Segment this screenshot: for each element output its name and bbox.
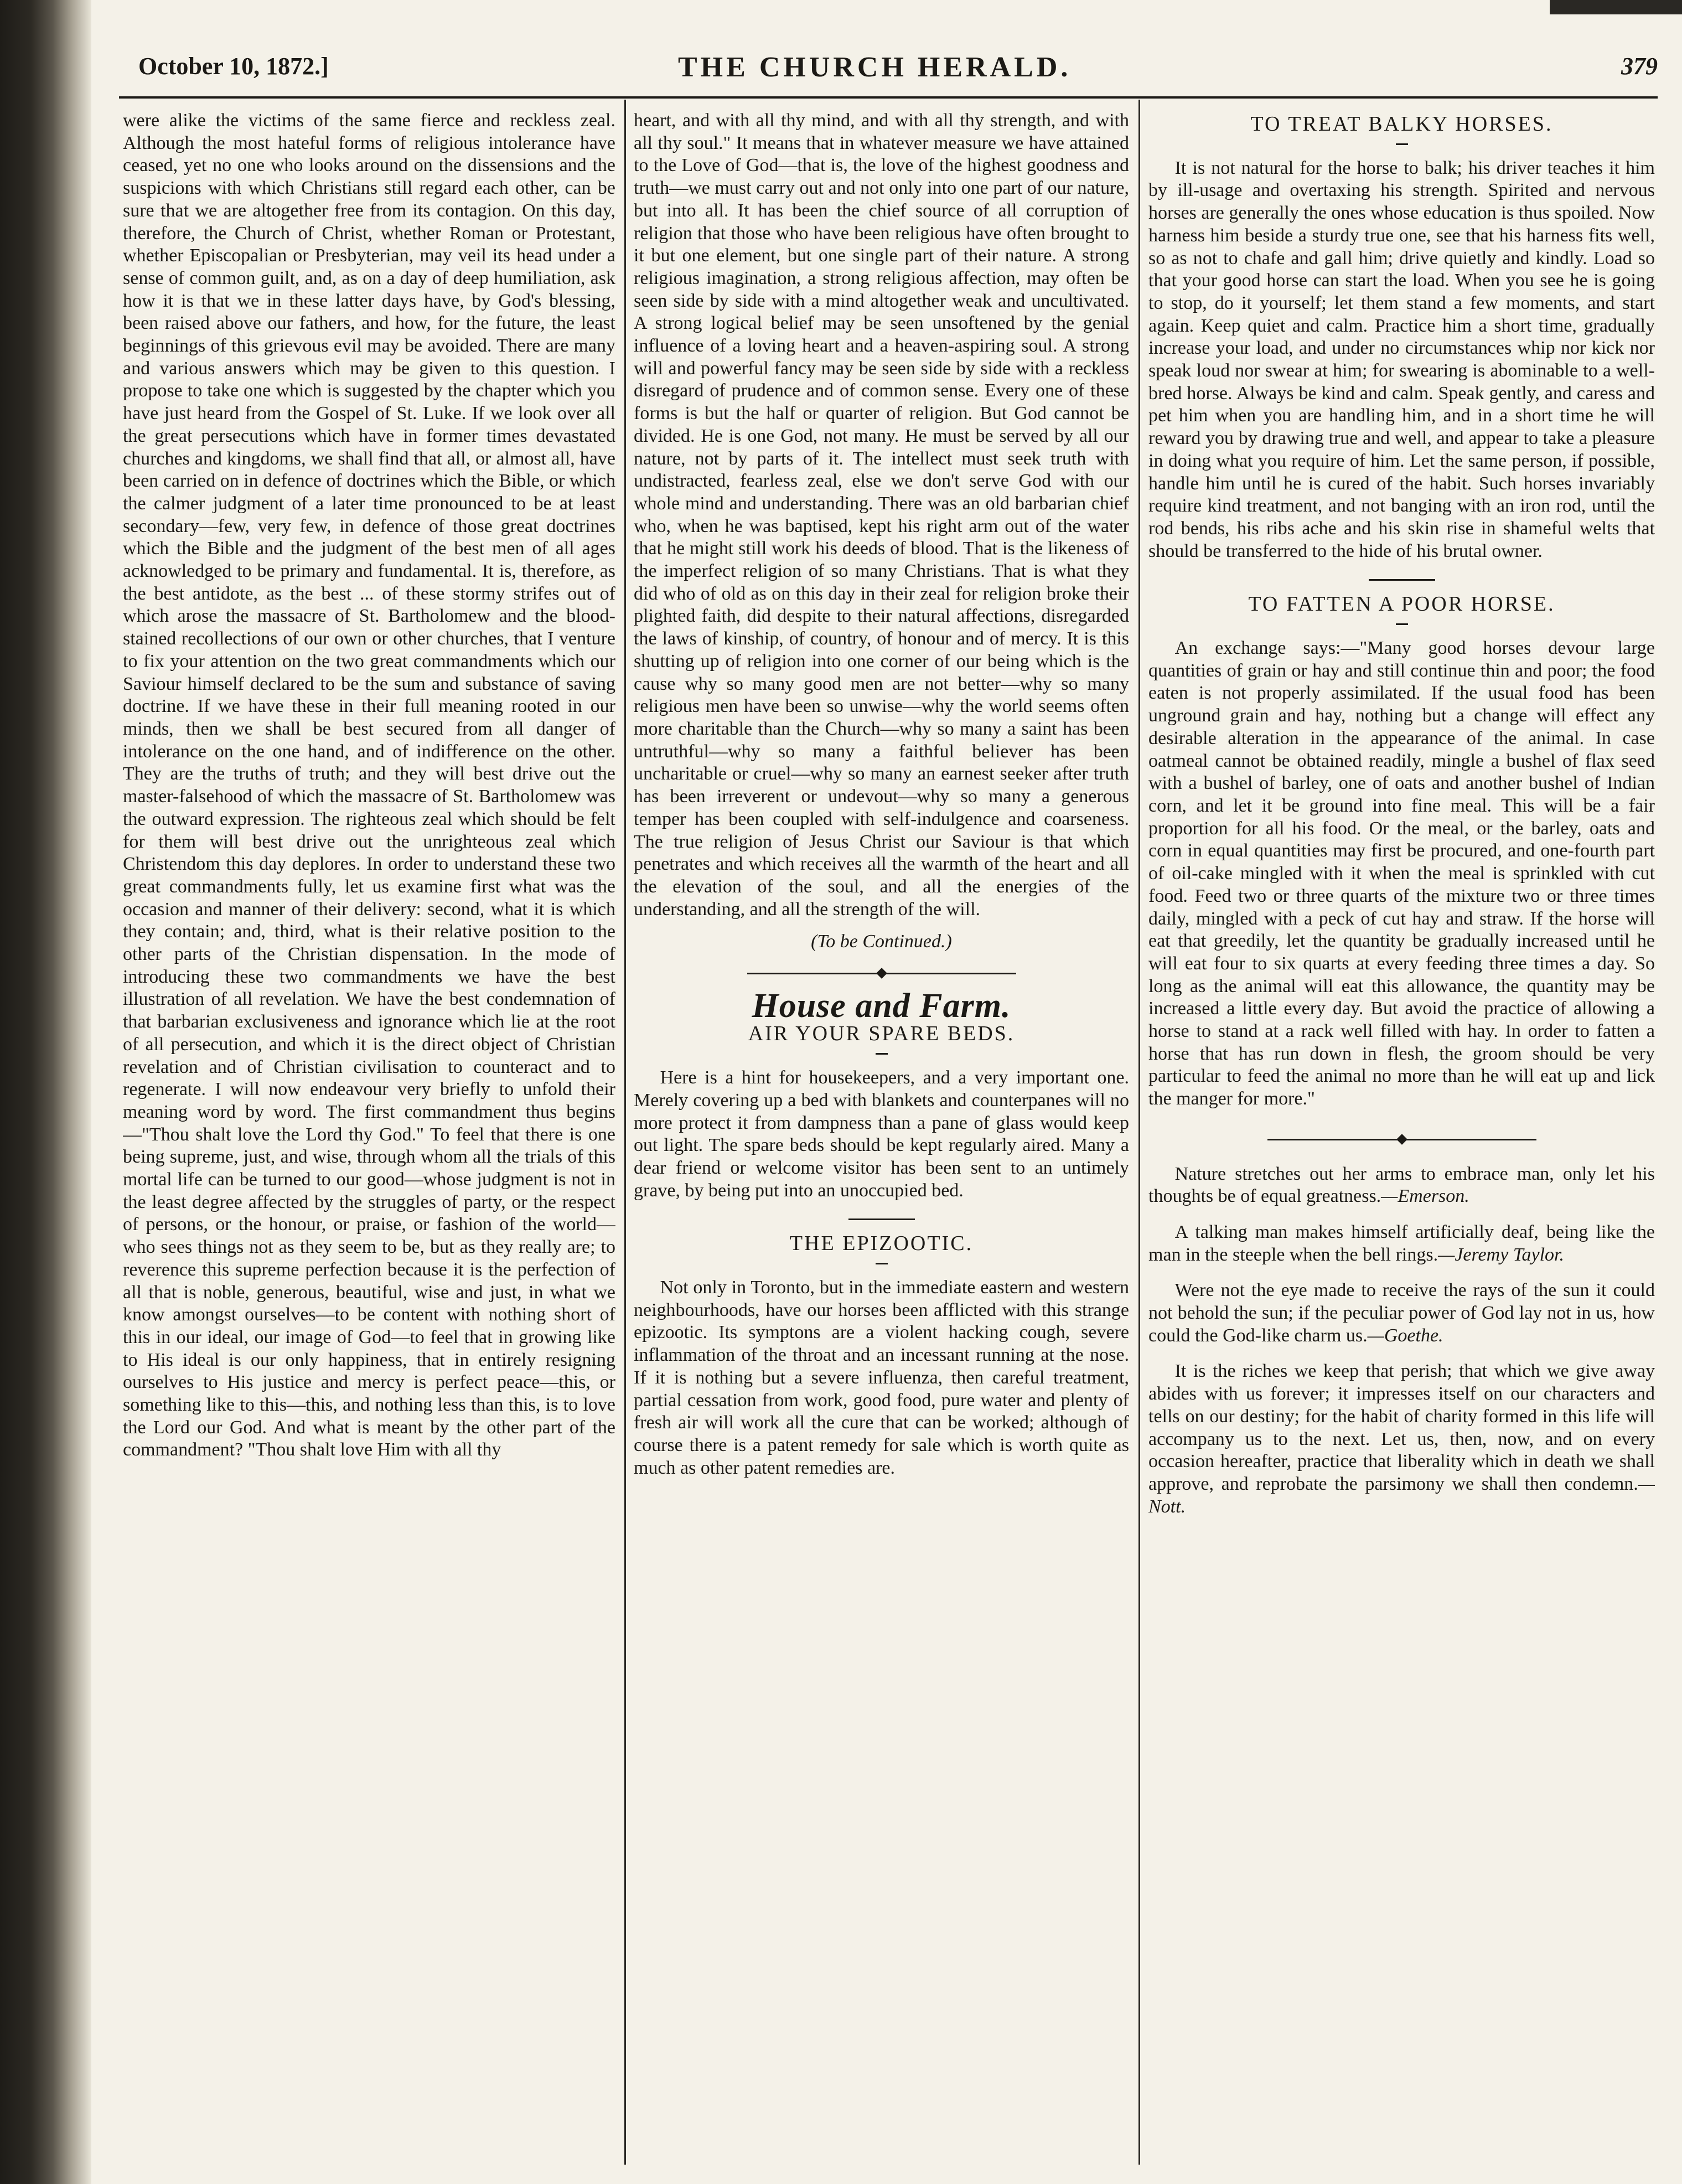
to-be-continued: (To be Continued.) [811, 931, 952, 952]
quote-text: A talking man makes himself artificially deaf, being like the man in the steeple when the bell rings. [1148, 1221, 1655, 1265]
article-text-air-spare-beds: Here is a hint for housekeepers, and a very important one. Merely covering up a bed with blankets and counterpanes will no more protect it from dampness than a pane of glass would keep out light. The spare beds should be kept regularly aired. Many a dear friend or welcome visitor has been sent to an untimely grave, by being put into an unoccupied bed. [634, 1067, 1129, 1201]
column-divider-1 [624, 100, 626, 2165]
column-divider-2 [1138, 100, 1140, 2165]
issue-date: October 10, 1872.] [138, 53, 329, 80]
sermon-continuation-text-2: heart, and with all thy mind, and with all thy strength, and with all thy soul." It means that in whatever measure we have attained to the Love of God—that is, the love of the highest goodness and truth—we must carry out and not only into one part of our nature, but into all. It has been the chief source of all corruption of religion that those who have been religious have often brought to it but one element, but one single part of their nature. A strong religious imagination, a strong religious affection, may often be seen side by side with a mind altogether weak and uncultivated. A strong logical belief may be seen unsoftened by the genial influence of a loving heart and a heaven-aspiring soul. A strong will and powerful fancy may be seen side by side with a reckless disregard of prudence and of common sense. Every one of these forms is but the half or quarter of religion. But God cannot be divided. He is one God, not many. He must be served by all our nature, not by parts of it. The intellect must seek truth with undistracted, fearless zeal, else we don't serve God with our whole mind and understanding. There was an old barbarian chief who, when he was baptised, kept his right arm out of the water that he might still work his deeds of blood. That is the likeness of the imperfect religion of so many Christians. That is what they did who of old as on this day in their zeal for religion broke their plighted faith, did despite to their natural affections, disregarded the laws of kinship, of country, of honour and of mercy. It is this shutting up of religion into one corner of our being which is the cause why so many good men are not better—why so many religious men have been so unwise—why the world seems often more charitable than the Church—why so many a saint has been untruthful—why so many a faithful believer has been uncharitable or cruel—why so many an earnest seeker after truth has been irreverent or undevout—why so many a generous temper has been coupled with self-indulgence and coarseness. The true religion of Jesus Christ our Saviour is that which penetrates and which receives all the warmth of the heart and all the elevation of the soul, and all the energies of the understanding, and all the strength of the will. [634, 110, 1129, 920]
article-text-balky-horses: It is not natural for the horse to balk; his driver teaches it him by ill-usage and overtaxing his strength. Spirited and nervous horses are generally the ones whose education is thus spoiled. Now harness him beside a sturdy true one, see that his harness fits well, so as not to chafe and gall him; drive quietly and kindly. Load so that your good horse can start the load. When you see he is going to stop, do it yourself; let them stand a few moments, and start again. Keep quiet and calm. Practice him a short time, gradually increase your load, and under no circumstances whip nor kick nor speak loud nor swear at him; for swearing is abominable to a well-bred horse. Always be kind and calm. Speak gently, and caress and pet him when you are handling him, and in a short time he will reward you by drawing true and well, and appear to take a pleasure in doing what you require of him. Let the same person, if possible, handle him until he is cured of the habit. Such horses invariably require kind treatment, and not banging with an iron rod, until the rod bends, his ribs ache and his skin rise in shameful welts that should be transferred to the hide of his brutal owner. [1148, 157, 1655, 561]
quote-emerson [1148, 1163, 1655, 1208]
article-text-fatten-horse: An exchange says:—"Many good horses devour large quantities of grain or hay and still continue thin and poor; the food eaten is not properly assimilated. If the usual food has been unground grain and hay, nothing but a change will effect any desirable alteration in the appearance of the animal. In case oatmeal cannot be obtained readily, mingle a bushel of flax seed with a bushel of barley, one of oats and another bushel of Indian corn, and let it be ground into fine meal. This will be a fair proportion for all his food. Or the meal, or the barley, oats and corn in equal quantities may first be procured, and one-fourth part of oil-cake mingled with it when the meal is sprinkled with cut food. Feed two or three quarts of the mixture two or three times daily, mingled with a peck of cut hay and straw. If the horse will eat that greedily, let the quantity be gradually increased until he will eat four to six quarts at every feeding three times a day. So long as the animal will eat this allowance, the quantity may be increased a little every day. But avoid the practice of allowing a horse to stand at a rack well filled with hay. In order to fatten a horse that has run down in flesh, the groom should be very particular to feed the animal no more than he will eat up and lick the manger for more." [1148, 638, 1655, 1109]
title-rule [876, 1053, 888, 1055]
article-title-balky-horses: TO TREAT BALKY HORSES. [1250, 112, 1553, 136]
page-binding-edge [0, 0, 91, 2184]
title-rule [1396, 623, 1408, 625]
article-separator [1369, 579, 1435, 581]
quote-nott [1148, 1360, 1655, 1518]
column-1 [123, 110, 615, 2169]
ornamental-rule [634, 961, 1129, 984]
quote-taylor [1148, 1221, 1655, 1266]
title-rule [876, 1263, 888, 1264]
quote-text: It is the riches we keep that perish; that which we give away abides with us forever; it impresses itself on our characters and tells on our destiny; for the habit of charity formed in this life will accompany us to the next. Let us, then, now, and on every occasion hereafter, practice that liberality which in death we shall approve, and reprobate the parsimony we shall then condemn. [1148, 1361, 1655, 1494]
sermon-continuation-text: were alike the victims of the same fierce and reckless zeal. Although the most hateful forms of religious intolerance have ceased, yet no one who looks around on the dissensions and the suspicions with which Christians still regard each other, can be sure that we are altogether free from its contagion. On this day, therefore, the Church of Christ, whether Roman or Protestant, whether Episcopalian or Presbyterian, may veil its head under a sense of common guilt, and, as on a day of deep humiliation, ask how it is that we in these latter days have, by God's blessing, been raised above our fathers, and how, for the future, the least beginnings of this grievous evil may be avoided. There are many and various answers which may be given to this question. I propose to take one which is suggested by the chapter which you have just heard from the Gospel of St. Luke. If we look over all the great persecutions which have in former times devastated churches and kingdoms, we shall find that all, or almost all, have been carried on in defence of doctrines which the Bible, or which the calmer judgment of a later time pronounced to be at least secondary—few, very few, in defence of those great doctrines which the Bible and the judgment of the best men of all ages acknowledged to be primary and fundamental. It is, therefore, as the best antidote, as the best ... of these stormy strifes out of which arose the massacre of St. Bartholomew and the blood-stained recollections of our own or other churches, that I venture to fix your attention on the two great commandments which our Saviour himself declared to be the sum and substance of saving doctrine. If we have these in their full meaning rooted in our minds, then we shall be best secured from all danger of intolerance on the one hand, and of indifference on the other. They are the truths of truth; and they will best drive out the master-falsehood of which the massacre of St. Bartholomew was the outward expression. The righteous zeal which should be felt for them will best drive out the unrighteous zeal which Christendom this day deplores. In order to understand these two great commandments fully, let us examine first what was the occasion and manner of their delivery: second, what it is which they contain; and, third, what is their relative position to the other parts of the Christian dispensation. In the mode of introducing these two commandments we have the best illustration of all revelation. We have the best condemnation of that barbarian exclusiveness and ignorance which lie at the root of all persecution, and which it is the direct object of Christian revelation and of Christian civilisation to counteract and to regenerate. I will now endeavour very briefly to unfold their meaning word by word. The first commandment thus begins—"Thou shalt love the Lord thy God." To feel that there is one being supreme, just, and wise, through whom all the trials of this mortal life can be turned to our good—whose judgment is not in the least degree affected by the struggles of party, or the respect of persons, or the honour, or praise, or fashion of the world—who sees things not as they seem to be, but as they really are; to reverence this supreme perfection because it is the perfection of all that is noble, generous, beautiful, wise and just, in what we know amongst ourselves—to be content with nothing short of this in our ideal, our image of God—to feel that in growing like to His ideal is our only happiness, that in entirely resigning ourselves to His justice and mercy is perfect peace—this, or something like to this—this, and nothing less than this, is to love the Lord our God. And what is meant by the other part of the commandment? "Thou shalt love Him with all thy [123, 110, 615, 1460]
quote-author: —Jeremy Taylor. [1438, 1244, 1564, 1265]
article-title-air-spare-beds: AIR YOUR SPARE BEDS. [748, 1022, 1015, 1046]
article-separator [848, 1219, 915, 1220]
column-3 [1148, 110, 1655, 2169]
section-title-house-and-farm: House and Farm. [752, 987, 1011, 1025]
quote-author: —Goethe. [1367, 1325, 1443, 1346]
article-title-fatten-horse: TO FATTEN A POOR HORSE. [1248, 592, 1555, 616]
quote-text: Nature stretches out her arms to embrace man, only let his thoughts be of equal greatness. [1148, 1163, 1655, 1207]
title-rule [1396, 143, 1408, 145]
quote-text: Were not the eye made to receive the rays of the sun it could not behold the sun; if the peculiar power of God lay not in us, how could the God-like charm us. [1148, 1280, 1655, 1346]
article-title-epizootic: THE EPIZOOTIC. [789, 1232, 974, 1256]
article-text-epizootic: Not only in Toronto, but in the immediate eastern and western neighbourhoods, have our horses been afflicted with this strange epizootic. Its symptons are a violent hacking cough, severe inflammation of the throat and an incessant running at the nose. If it is nothing but a severe influenza, then careful treatment, partial cessation from work, good food, pure water and plenty of fresh air will work all the cure that can be worked; although of course there is a patent remedy for sale which is worth quite as much as other patent remedies are. [634, 1277, 1129, 1478]
quote-author: —Emerson. [1381, 1186, 1469, 1207]
ornamental-rule [1148, 1127, 1655, 1150]
scan-edge-mark [1550, 0, 1682, 14]
header-rule [119, 96, 1658, 99]
quote-goethe [1148, 1279, 1655, 1347]
column-2 [634, 110, 1129, 2169]
page-number: 379 [1621, 53, 1658, 80]
masthead-title: THE CHURCH HERALD. [678, 51, 1072, 83]
page-header [119, 49, 1658, 89]
quote-author: —Nott. [1148, 1473, 1655, 1517]
